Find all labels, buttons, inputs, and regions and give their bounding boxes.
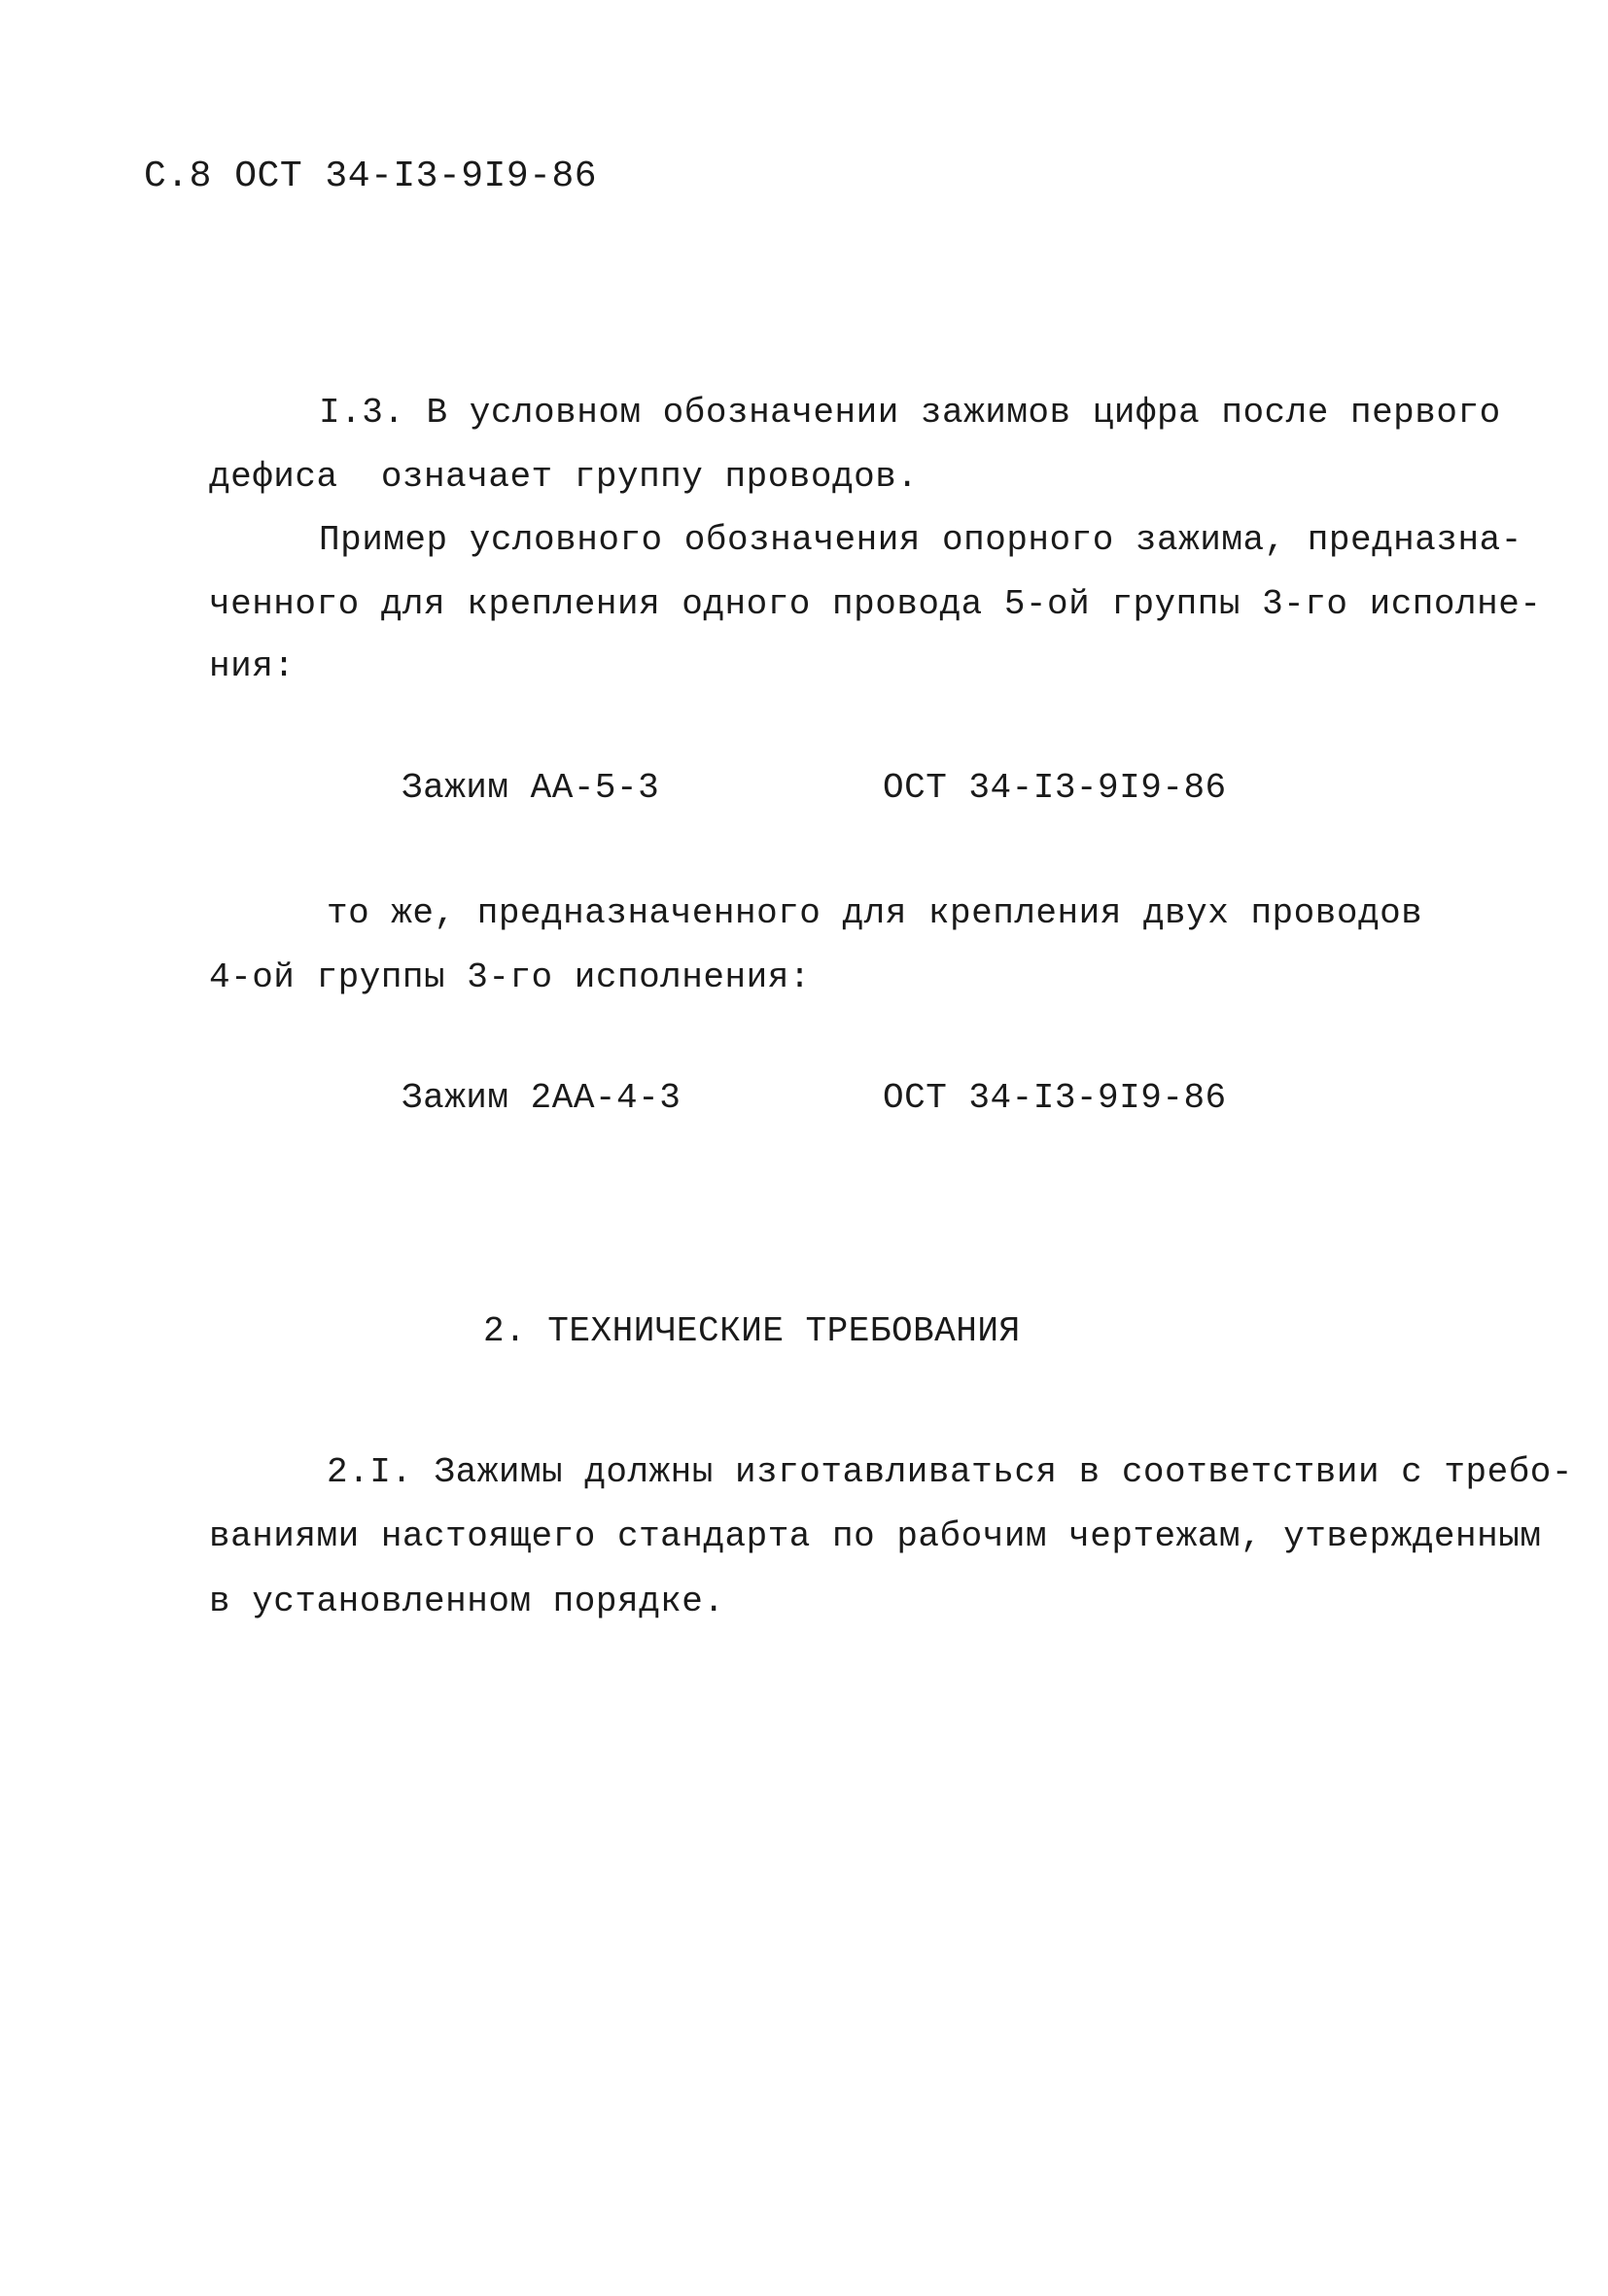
paragraph-same-line-2: 4-ой группы 3-го исполнения: <box>209 957 811 997</box>
paragraph-1-3-line-5: ния: <box>209 646 296 686</box>
paragraph-1-3-line-2: дефиса означает группу проводов. <box>209 457 919 497</box>
designation-2-name: Зажим 2АА-4-3 <box>402 1078 682 1118</box>
paragraph-1-3-line-3: Пример условного обозначения опорного зажима, предназна- <box>319 520 1522 560</box>
paragraph-2-1-line-1: 2.I. Зажимы должны изготавливаться в соответствии с требо- <box>327 1452 1574 1492</box>
designation-1-name: Зажим АА-5-3 <box>402 768 660 808</box>
page-header: С.8 ОСТ 34-I3-9I9-86 <box>144 156 598 197</box>
paragraph-same-line-1: то же, предназначенного для крепления двух проводов <box>327 893 1423 933</box>
paragraph-2-1-line-3: в установленном порядке. <box>209 1582 725 1621</box>
designation-1-standard: ОСТ 34-I3-9I9-86 <box>883 768 1227 808</box>
paragraph-1-3-line-4: ченного для крепления одного провода 5-ой группы 3-го исполне- <box>209 584 1542 624</box>
designation-2-standard: ОСТ 34-I3-9I9-86 <box>883 1078 1227 1118</box>
paragraph-2-1-line-2: ваниями настоящего стандарта по рабочим чертежам, утвержденным <box>209 1516 1542 1556</box>
paragraph-1-3-line-1: I.3. В условном обозначении зажимов цифра после первого <box>319 393 1501 433</box>
section-title: 2. ТЕХНИЧЕСКИЕ ТРЕБОВАНИЯ <box>483 1311 1021 1351</box>
